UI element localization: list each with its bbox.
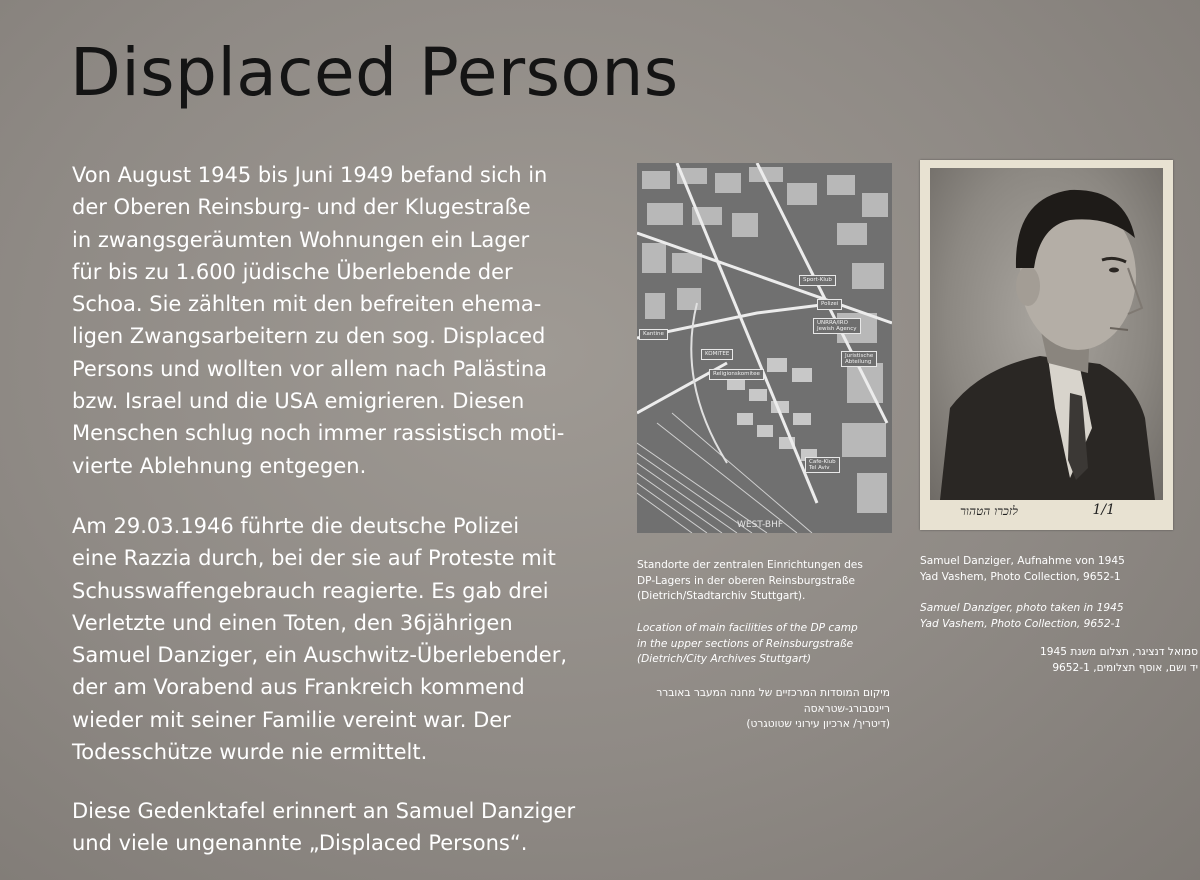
text-line: Am 29.03.1946 führte die deutsche Polizei — [72, 514, 520, 538]
caption-line: ריינסבורג-שטראסה — [803, 702, 890, 715]
map-label-komitee: KOMITEE — [701, 349, 733, 360]
text-line: Diese Gedenktafel erinnert an Samuel Danziger — [72, 799, 576, 823]
portrait-frame — [920, 160, 1173, 530]
text-line: der am Vorabend aus Frankreich kommend — [72, 675, 525, 700]
caption-line: (Dietrich/City Archives Stuttgart) — [637, 653, 811, 665]
caption-line: Standorte der zentralen Einrichtungen des — [637, 559, 863, 571]
map-graphic — [637, 163, 892, 533]
map-label-tel-aviv: Tel Aviv — [809, 465, 830, 471]
caption-line: Yad Vashem, Photo Collection, 9652-1 — [920, 617, 1122, 630]
text-line: Schoa. Sie zählten mit den befreiten ehema- — [72, 292, 542, 317]
map-label-juristische-line1: Juristische — [845, 353, 874, 359]
portrait-number: 1/1 — [1092, 502, 1115, 518]
text-line: Todesschütze wurde nie ermittelt. — [72, 740, 428, 765]
photo-caption-hebrew — [920, 645, 1198, 676]
map-label-unrra-iro: UNRRA/IRO — [817, 320, 848, 326]
text-line: eine Razzia durch, bei der sie auf Proteste mit — [72, 546, 556, 571]
map-label-west-bhf: WEST-BHF — [737, 520, 784, 530]
text-line: Verletzte und einen Toten, den 36jährigen — [72, 610, 513, 635]
camp-map — [637, 163, 892, 533]
text-line: für bis zu 1.600 jüdische Überlebende der — [72, 259, 513, 284]
caption-line: in the upper sections of Reinsburgstraße — [637, 637, 854, 650]
text-line: bzw. Israel und die USA emigrieren. Diesen — [72, 389, 525, 414]
text-line: und viele ungenannte „Displaced Persons“. — [72, 831, 528, 856]
caption-line: Yad Vashem, Photo Collection, 9652-1 — [920, 570, 1121, 583]
caption-line: DP-Lagers in der oberen Reinsburgstraße — [637, 574, 856, 587]
caption-line: (Dietrich/Stadtarchiv Stuttgart). — [637, 590, 806, 602]
text-line: Von August 1945 bis Juni 1949 befand sich in — [72, 163, 548, 187]
map-caption-german — [637, 558, 863, 605]
map-caption-hebrew — [637, 686, 890, 733]
page-title: Displaced Persons — [70, 34, 679, 111]
text-line: ligen Zwangsarbeitern zu den sog. Displaced — [72, 324, 546, 349]
map-label-sport-klub: Sport-Klub — [799, 275, 836, 286]
memorial-paragraph — [72, 795, 632, 860]
text-line: der Oberen Reinsburg- und der Klugestraße — [72, 195, 531, 220]
map-label-unrra — [813, 318, 861, 334]
map-label-cafe-klub — [805, 457, 840, 473]
portrait-inscription: לזכרו הטהור — [960, 504, 1018, 518]
text-line: Schusswaffengebrauch reagierte. Es gab drei — [72, 578, 549, 603]
text-line: in zwangsgeräumten Wohnungen ein Lager — [72, 227, 530, 252]
text-line: Samuel Danziger, ein Auschwitz-Überlebender, — [72, 643, 568, 668]
map-label-juristische — [841, 351, 877, 367]
intro-paragraph — [72, 159, 632, 482]
text-line: vierte Ablehnung entgegen. — [72, 453, 367, 478]
map-label-jewish-agency: Jewish Agency — [817, 326, 857, 332]
map-label-polizei: Polizei — [817, 299, 842, 310]
map-label-kantine: Kantine — [639, 329, 668, 340]
text-line: Persons und wollten vor allem nach Palästina — [72, 356, 548, 381]
caption-line: יד ושם, אוסף תצלומים, 9652-1 — [1052, 661, 1198, 674]
caption-line: Location of main facilities of the DP camp — [637, 622, 858, 634]
map-label-cafe-klub-line1: Cafe-Klub — [809, 459, 836, 465]
caption-line: Samuel Danziger, Aufnahme von 1945 — [920, 555, 1125, 567]
map-label-religionskomitee: Religionskomitee — [709, 369, 764, 380]
caption-line: (דיטריך/ ארכיון עירוני שטוטגרט) — [746, 718, 890, 730]
text-line: Menschen schlug noch immer rassistisch moti- — [72, 421, 565, 446]
raid-paragraph — [72, 510, 632, 768]
caption-line: Samuel Danziger, photo taken in 1945 — [920, 602, 1124, 614]
portrait-graphic — [930, 168, 1163, 500]
map-caption-english — [637, 621, 858, 668]
portrait-photo — [930, 168, 1163, 500]
caption-line: מיקום המוסדות המרכזיים של מחנה המעבר באוברר — [656, 687, 890, 699]
map-label-juristische-line2: Abteilung — [845, 359, 872, 365]
photo-caption-english — [920, 601, 1124, 632]
text-line: wieder mit seiner Familie vereint war. Der — [72, 707, 511, 732]
caption-line: סמואל דנציגר, תצלום משנת 1945 — [1040, 646, 1198, 658]
photo-caption-german — [920, 554, 1125, 585]
